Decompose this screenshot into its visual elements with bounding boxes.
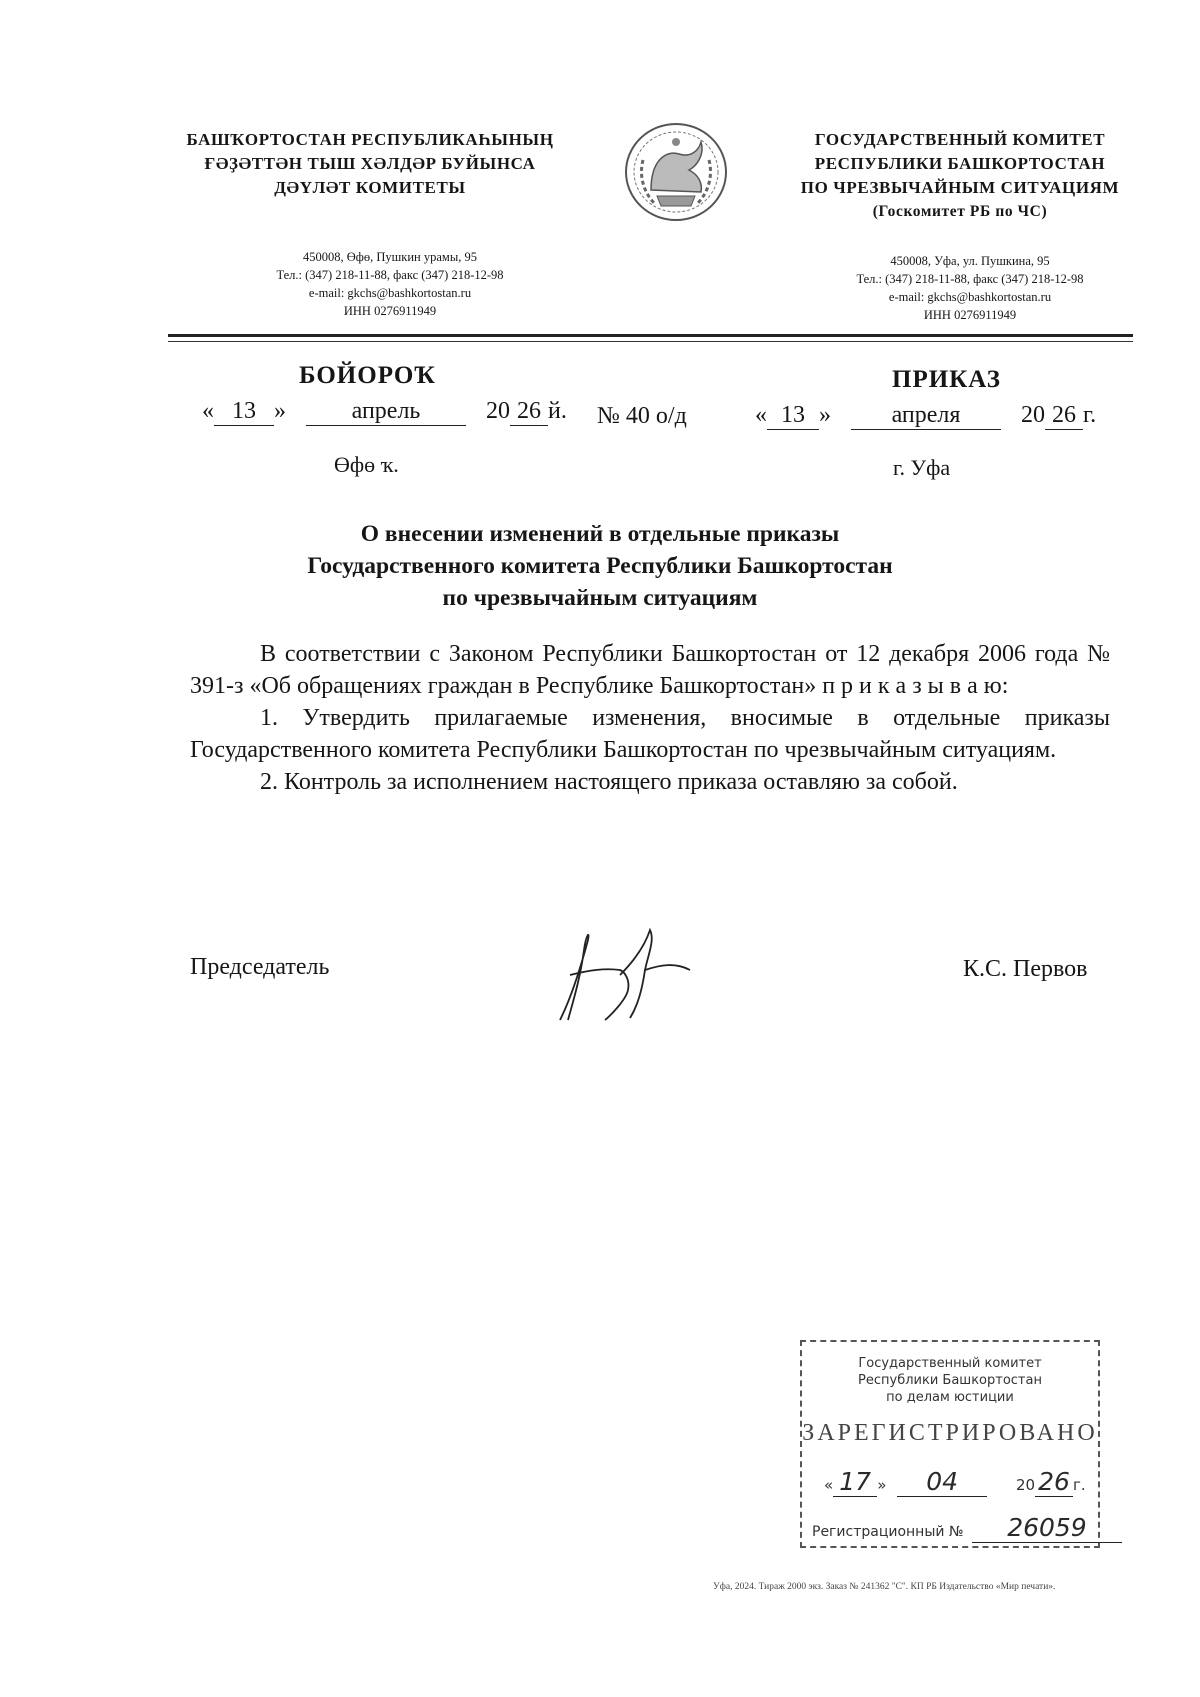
signature-name: К.С. Первов bbox=[963, 956, 1088, 982]
header-right-line-2: РЕСПУБЛИКИ БАШКОРТОСТАН bbox=[814, 154, 1106, 173]
stamp-org bbox=[802, 1355, 1098, 1406]
order-month-left: апрель bbox=[306, 398, 466, 426]
handwritten-signature-icon bbox=[550, 920, 700, 1030]
header-left bbox=[150, 128, 590, 200]
coat-of-arms-emblem bbox=[621, 120, 731, 224]
order-day-left: 13 bbox=[214, 398, 274, 426]
stamp-reg-label: Регистрационный № bbox=[812, 1524, 964, 1540]
stamp-org-line-2: Республики Башкортостан bbox=[858, 1373, 1042, 1388]
order-month-right: апреля bbox=[851, 402, 1001, 430]
order-year-prefix-left: 20 bbox=[486, 398, 510, 424]
document-title-line-2: Государственного комитета Республики Башкортостан bbox=[307, 553, 893, 579]
body-item-2: 2. Контроль за исполнением настоящего приказа оставляю за собой. bbox=[260, 769, 958, 795]
order-city-right: г. Уфа bbox=[893, 455, 951, 480]
stamp-year-prefix: 20 bbox=[1015, 1476, 1036, 1494]
order-day-right: 13 bbox=[767, 402, 819, 430]
order-year-prefix-right: 20 bbox=[1021, 402, 1045, 428]
stamp-org-line-3: по делам юстиции bbox=[886, 1390, 1014, 1405]
quote-close: » bbox=[819, 402, 831, 428]
header-right bbox=[760, 128, 1160, 224]
order-year-left: 26 bbox=[510, 398, 548, 426]
header-right-line-1: ГОСУДАРСТВЕННЫЙ КОМИТЕТ bbox=[814, 130, 1106, 149]
stamp-reg-number: 26059 bbox=[972, 1513, 1122, 1543]
order-title-russian: ПРИКАЗ bbox=[892, 366, 1001, 393]
order-title-bashkir: БОЙОРОҠ bbox=[299, 362, 436, 389]
address-right-street: 450008, Уфа, ул. Пушкина, 95 bbox=[890, 254, 1050, 268]
header-right-short-name: (Госкомитет РБ по ЧС) bbox=[872, 203, 1048, 220]
quote-open: « bbox=[202, 398, 214, 424]
header-left-line-3: ДӘҮЛӘТ КОМИТЕТЫ bbox=[274, 178, 466, 197]
quote-close: » bbox=[877, 1476, 887, 1494]
body-item-1: 1. Утвердить прилагаемые изменения, вносимые в отдельные приказы Государственного комитета Республики Башкортостан по чрезвычайным ситуациям. bbox=[190, 705, 1110, 763]
document-title-line-1: О внесении изменений в отдельные приказы bbox=[360, 521, 840, 547]
order-date-left bbox=[202, 398, 567, 426]
stamp-date bbox=[824, 1467, 1086, 1497]
stamp-day: 17 bbox=[833, 1467, 877, 1497]
header-divider-thin bbox=[168, 341, 1133, 342]
address-left-phone: Тел.: (347) 218-11-88, факс (347) 218-12-98 bbox=[276, 268, 504, 282]
emblem-icon bbox=[621, 120, 731, 224]
header-right-line-3: ПО ЧРЕЗВЫЧАЙНЫМ СИТУАЦИЯМ bbox=[800, 178, 1120, 197]
order-city-left: Өфө ҡ. bbox=[334, 452, 399, 477]
signature-image bbox=[550, 920, 700, 1030]
stamp-year-suffix: г. bbox=[1073, 1476, 1086, 1494]
order-year-right: 26 bbox=[1045, 402, 1083, 430]
signature-position: Председатель bbox=[190, 954, 330, 980]
print-footer: Уфа, 2024. Тираж 2000 экз. Заказ № 241362 "С". КП РБ Издательство «Мир печати». bbox=[713, 1582, 1056, 1592]
address-left-email: e-mail: gkchs@bashkortostan.ru bbox=[308, 286, 472, 300]
stamp-year: 26 bbox=[1035, 1467, 1073, 1497]
header-left-line-2: ҒӘҘӘТТӘН ТЫШ ХӘЛДӘР БУЙЫНСА bbox=[204, 154, 536, 173]
document-title bbox=[150, 518, 1050, 614]
quote-open: « bbox=[755, 402, 767, 428]
address-right-email: e-mail: gkchs@bashkortostan.ru bbox=[888, 290, 1052, 304]
registration-stamp bbox=[800, 1340, 1100, 1548]
header-left-address bbox=[190, 248, 590, 320]
address-right-phone: Тел.: (347) 218-11-88, факс (347) 218-12-98 bbox=[856, 272, 1084, 286]
order-year-suffix-right: г. bbox=[1083, 402, 1097, 428]
stamp-registration-number bbox=[812, 1513, 1122, 1543]
stamp-status: ЗАРЕГИСТРИРОВАНО bbox=[802, 1420, 1098, 1446]
document-title-line-3: по чрезвычайным ситуациям bbox=[442, 585, 758, 611]
address-right-inn: ИНН 0276911949 bbox=[923, 308, 1017, 322]
header-left-line-1: БАШҠОРТОСТАН РЕСПУБЛИКАҺЫНЫҢ bbox=[186, 130, 554, 149]
quote-open: « bbox=[824, 1476, 834, 1494]
order-number: № 40 о/д bbox=[597, 403, 687, 429]
stamp-month: 04 bbox=[897, 1467, 987, 1497]
quote-close: » bbox=[274, 398, 286, 424]
address-left-street: 450008, Өфө, Пушкин урамы, 95 bbox=[303, 250, 477, 264]
header-divider-thick bbox=[168, 334, 1133, 337]
document-body bbox=[190, 638, 1110, 798]
address-left-inn: ИНН 0276911949 bbox=[343, 304, 437, 318]
body-intro: В соответствии с Законом Республики Башкортостан от 12 декабря 2006 года № 391-з «Об обращениях граждан в Республике Башкортостан» п р и к а з ы в а ю: bbox=[190, 641, 1110, 699]
stamp-org-line-1: Государственный комитет bbox=[858, 1356, 1042, 1371]
order-date-right bbox=[755, 402, 1096, 430]
header-right-address bbox=[770, 252, 1170, 324]
order-year-suffix-left: й. bbox=[548, 398, 567, 424]
